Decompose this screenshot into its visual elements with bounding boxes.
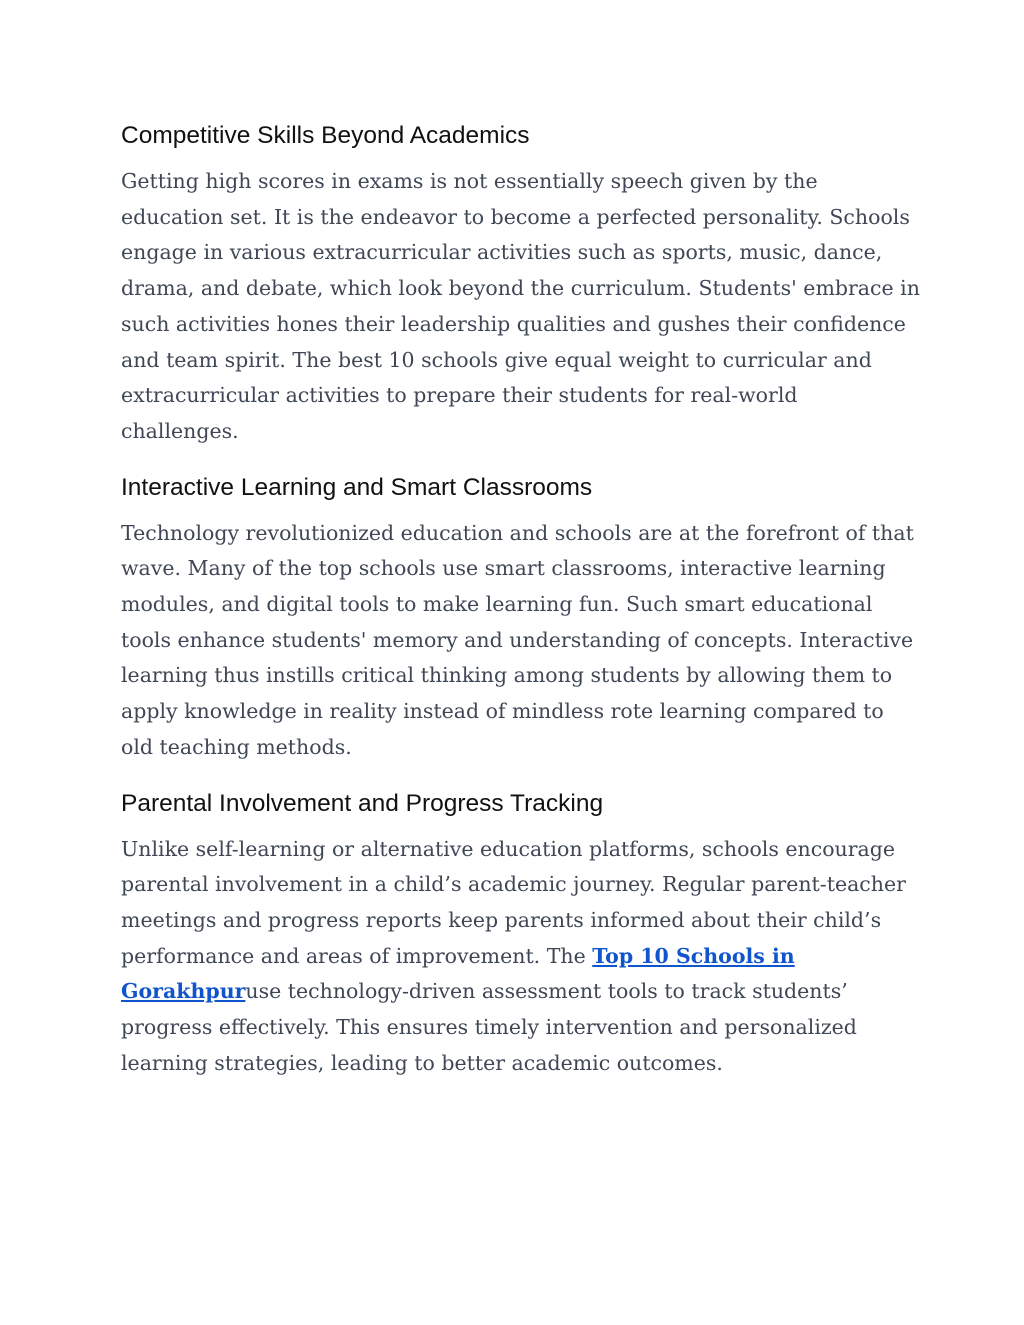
section-body-competitive-skills: Getting high scores in exams is not essentially speech given by the education set. It is the endeavor to become a perfected personality. Schools engage in various extracurricular activities such as sports, music, dance, drama, and debate, which look beyond the curriculum. Students' embrace in such activities hones their leadership qualities and gushes their confidence and team spirit. The best 10 schools give equal weight to curricular and extracurricular activities to prepare their students for real-world challenges.	[121, 169, 920, 443]
section-heading-competitive-skills: Competitive Skills Beyond Academics	[121, 122, 530, 149]
document-page	[121, 110, 921, 1081]
section-body-interactive-learning: Technology revolutionized education and schools are at the forefront of that wave. Many of the top schools use smart classrooms, interactive learning modules, and digital tools to make learning fun. Such smart educational tools enhance students' memory and understanding of concepts. Interactive learning thus instills critical thinking among students by allowing them to apply knowledge in reality instead of mindless rote learning compared to old teaching methods.	[121, 520, 914, 759]
top-schools-link[interactable]: Top 10 Schools in Gorakhpur	[121, 943, 795, 1004]
section-heading-parental-involvement: Parental Involvement and Progress Tracking	[121, 789, 604, 817]
section-body-parental-involvement	[121, 832, 921, 1082]
section-heading-interactive-learning: Interactive Learning and Smart Classrooms	[121, 473, 593, 501]
body-text-after-link: use technology-driven assessment tools to track students’ progress effectively. This ensures timely intervention and personalized learning strategies, leading to better academic outcomes.	[121, 979, 857, 1075]
body-text-before-link: Unlike self-learning or alternative education platforms, schools encourage parental involvement in a child’s academic journey. Regular parent-teacher meetings and progress reports keep parents informed about their child’s performance and areas of improvement. The	[121, 836, 906, 968]
